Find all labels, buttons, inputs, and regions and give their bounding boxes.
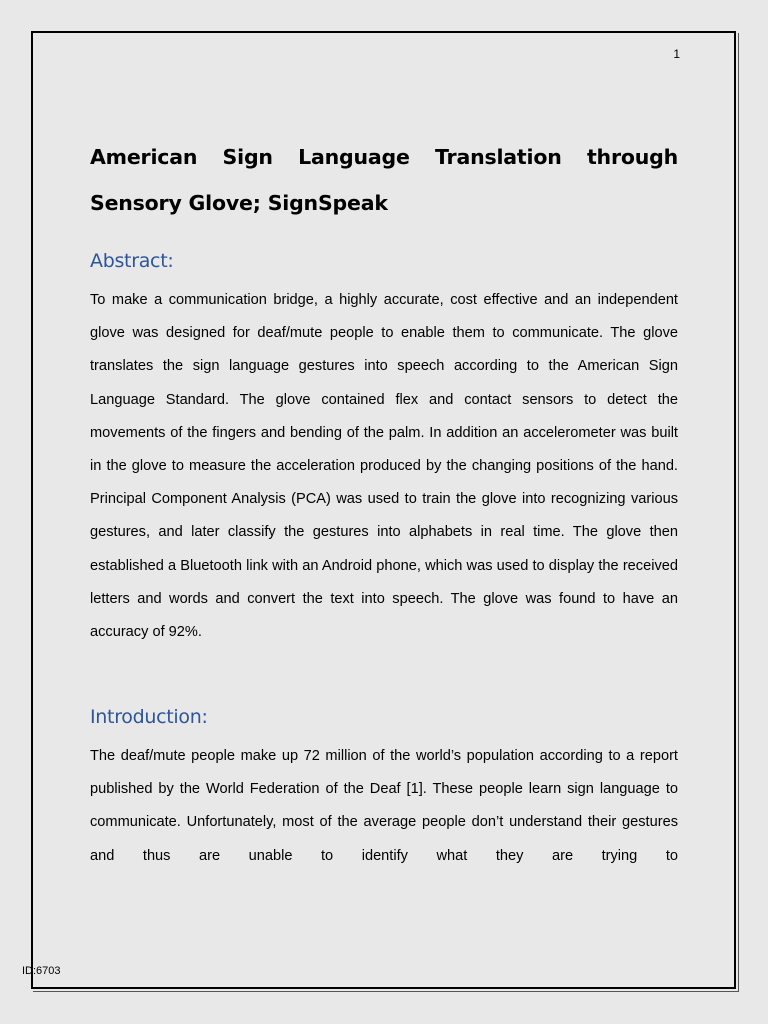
introduction-body: The deaf/mute people make up 72 million of the world’s population according to a report published by the World Federation of the Deaf [1]. These people learn sign language to communicate. Unfortunately, most of the average people don’t understand their gestures and thus are unable to identify what they are trying to: [90, 748, 678, 864]
paper-title: American Sign Language Translation through Sensory Glove; SignSpeak: [90, 145, 678, 215]
abstract-heading: Abstract:: [90, 250, 174, 272]
page-shadow-right: [738, 33, 739, 991]
abstract-body: To make a communication bridge, a highly accurate, cost effective and an independent glove was designed for deaf/mute people to enable them to communicate. The glove translates the sign language gestures into speech according to the American Sign Language Standard. The glove contained flex and contact sensors to detect the movements of the fingers and bending of the palm. In addition an accelerometer was built in the glove to measure the acceleration produced by the changing positions of the hand. Principal Component Analysis (PCA) was used to train the glove into recognizing various gestures, and later classify the gestures into alphabets in real time. The glove then established a Bluetooth link with an Android phone, which was used to display the received letters and words and convert the text into speech. The glove was found to have an accuracy of 92%.: [90, 292, 678, 641]
page-shadow-bottom: [33, 991, 739, 992]
page-number: 1: [673, 47, 680, 61]
document-id: ID:6703: [22, 965, 61, 977]
introduction-heading: Introduction:: [90, 706, 208, 728]
